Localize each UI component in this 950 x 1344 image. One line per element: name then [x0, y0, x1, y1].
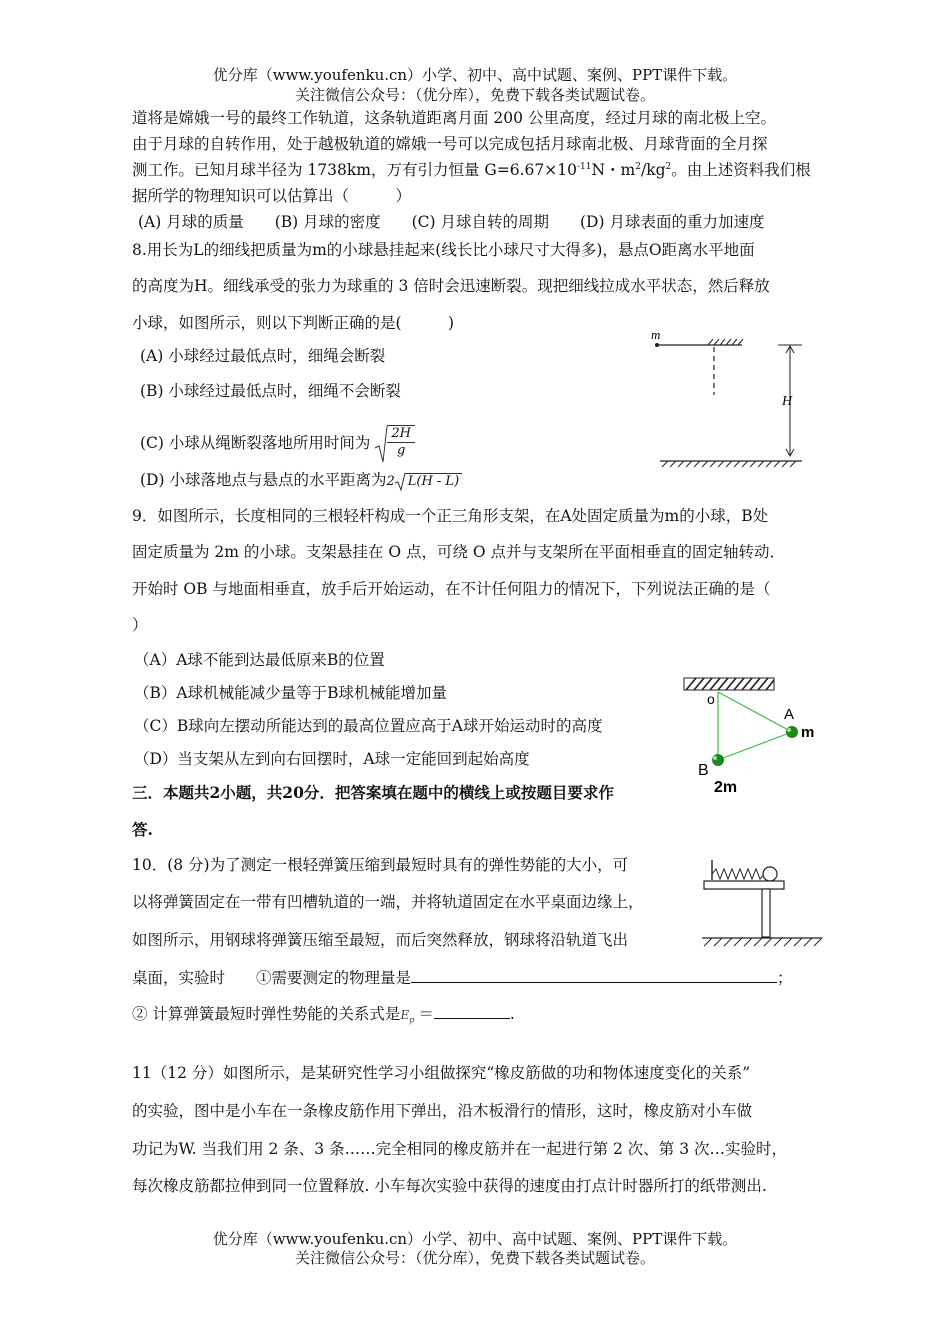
fig-label-m: m [651, 327, 661, 342]
q9-option-c: （C）B球向左摆动所能达到的最高位置应高于A球开始运动时的高度 [134, 717, 603, 735]
q9-line-3: 开始时 OB 与地面相垂直，放手后开始运动，在不计任何阻力的情况下，下列说法正确的是（ [132, 580, 771, 598]
q10-line-5: ② 计算弹簧最短时弹性势能的关系式是$E_p$ ＝ . [132, 1005, 515, 1025]
fig-label-o: o [707, 691, 715, 707]
fig-label-a: A [784, 706, 795, 723]
answer-blank-ep-formula[interactable] [434, 1004, 510, 1019]
fig-label-a-mass: m [801, 724, 815, 741]
fig-label-b: B [698, 762, 709, 779]
q8-option-d: (D) 小球落地点与悬点的水平距离为2 L(H - L) [140, 470, 462, 492]
q9-option-b: （B）A球机械能减少量等于B球机械能增加量 [134, 684, 447, 702]
q9-line-1: 9．如图所示，长度相同的三根轻杆构成一个正三角形支架，在A处固定质量为m的小球，B处 [132, 507, 769, 525]
q9-option-d: （D）当支架从左到向右回摆时，A球一定能回到起始高度 [134, 750, 530, 768]
q8-line-3: 小球，如图所示，则以下判断正确的是( ) [132, 314, 455, 332]
q11-line-4: 每次橡皮筋都拉伸到同一位置释放. 小车每次实验中获得的速度由打点计时器所打的纸带测出. [132, 1177, 767, 1195]
ball-a [786, 726, 798, 738]
q9-line-2: 固定质量为 2m 的小球。支架悬挂在 O 点，可绕 O 点并与支架所在平面相垂直的固定轴转动． [132, 543, 786, 561]
header-line-1: 优分库（www.youfenku.cn）小学、初中、高中试题、案例、PPT课件下载。 [212, 66, 738, 84]
q8-option-b: (B) 小球经过最低点时，细绳不会断裂 [140, 382, 401, 400]
fig-label-b-mass: 2m [714, 779, 738, 796]
spring-track-figure [700, 858, 825, 948]
q11-line-2: 的实验，图中是小车在一条橡皮筋作用下弹出，沿木板滑行的情形，这时，橡皮筋对小车做 [132, 1102, 753, 1120]
q7-line-1: 道将是嫦娥一号的最终工作轨道，这条轨道距离月面 200 公里高度，经过月球的南北极上空。 [132, 109, 776, 127]
footer-line-2: 关注微信公众号：（优分库），免费下载各类试题试卷。 [294, 1249, 655, 1267]
q8-option-c: (C) 小球从绳断裂落地所用时间为 $\frac{2H}{g}$ [140, 424, 415, 464]
q9-option-a: （A）A球不能到达最低原来B的位置 [134, 651, 385, 669]
q7-options: (A) 月球的质量 (B) 月球的密度 (C) 月球自转的周期 (D) 月球表面的重力加速度 [138, 213, 765, 231]
q7-line-3: 测工作。已知月球半径为 1738km，万有引力恒量 $G=6.67\times 10^{-11}N$・$m^2/kg^2$。由上述资料我们根 [132, 161, 811, 179]
q7-line-4: 据所学的物理知识可以估算出（ ） [132, 187, 412, 205]
q9-line-4: ） [132, 616, 148, 634]
q10-line-4: 桌面，实验时 ①需要测定的物理量是 ； [132, 969, 793, 987]
q8-option-a: (A) 小球经过最低点时，细绳会断裂 [140, 347, 386, 365]
q10-line-2: 以将弹簧固定在一带有凹槽轨道的一端，并将轨道固定在水平桌面边缘上， [132, 893, 644, 911]
q10-line-1: 10．(8 分)为了测定一根轻弹簧压缩到最短时具有的弹性势能的大小，可 [132, 856, 629, 874]
q10-line-3: 如图所示，用钢球将弹簧压缩至最短，而后突然释放，钢球将沿轨道飞出 [132, 931, 629, 949]
header-line-2: 关注微信公众号：（优分库），免费下载各类试题试卷。 [294, 86, 655, 104]
ball-b [712, 754, 724, 766]
answer-blank-quantities[interactable] [411, 968, 777, 983]
q8-line-1: 8.用长为L的细线把质量为m的小球悬挂起来(线长比小球尺寸大得多)，悬点O距离水平地面 [132, 241, 755, 259]
section-3-line-1: 三．本题共2小题，共20分．把答案填在题中的横线上或按题目要求作 [132, 783, 614, 802]
pendulum-figure [650, 325, 810, 470]
fig-label-h: H [782, 394, 793, 409]
q11-line-3: 功记为W. 当我们用 2 条、3 条……完全相同的橡皮筋并在一起进行第 2 次、第 3 次…实验时， [132, 1140, 788, 1158]
section-3-line-2: 答. [132, 820, 153, 839]
footer-line-1: 优分库（www.youfenku.cn）小学、初中、高中试题、案例、PPT课件下载。 [212, 1230, 738, 1248]
q11-line-1: 11（12 分）如图所示，是某研究性学习小组做探究“橡皮筋做的功和物体速度变化的关系” [132, 1064, 751, 1082]
sqrt-2h-over-g: $\frac{2H}{g}$ [375, 424, 415, 464]
q8-line-2: 的高度为H。细线承受的张力为球重的 3 倍时会迅速断裂。现把细线拉成水平状态，然后释放 [132, 277, 770, 295]
q7-line-2: 由于月球的自转作用，处于越极轨道的嫦娥一号可以完成包括月球南北极、月球背面的全月探 [132, 135, 768, 153]
triangle-support-figure [682, 672, 822, 797]
